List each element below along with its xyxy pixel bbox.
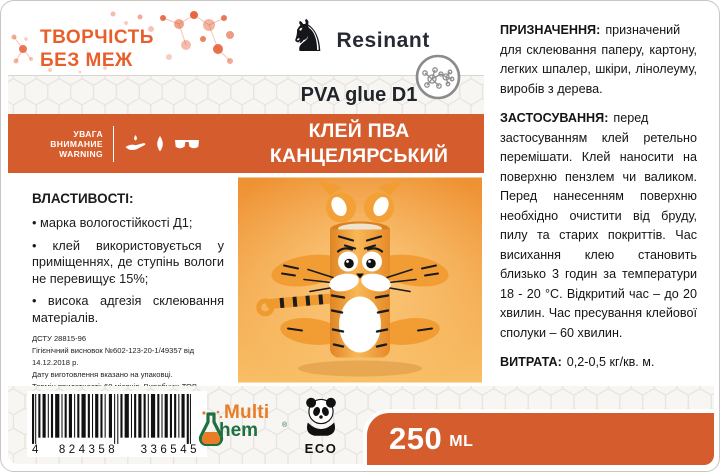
section-text: призначений для склеювання паперу, картону, легких шпалер, шкіри, лінолеуму, виробів з дерева.	[500, 23, 697, 96]
brand-tagline	[40, 26, 154, 72]
barcode-digits	[32, 444, 202, 456]
registered-mark: ®	[282, 422, 288, 429]
panda-icon	[299, 396, 343, 438]
tagline-line1: ТВОРЧІСТЬ	[40, 27, 154, 48]
product-code: PVA glue D1	[300, 83, 418, 106]
section-label: ЗАСТОСУВАННЯ:	[500, 111, 609, 125]
barcode-bars	[32, 394, 192, 446]
section-text: перед застосуванням клей ретельно перемішати. Клей наносити на поверхню пензлем чи валиком. Перед нанесенням поверхню необхідно очистити від бруду, пилу та старих покриттів. Час висихання клею становить близько 3 годин за температури 18 - 20 °С. Відкритий час – до 20 хвилин. Час пресування клейової сполуки – 60 хвилин.	[500, 111, 697, 340]
section-consumption	[500, 353, 697, 373]
product-title-line1: КЛЕЙ ПВА	[308, 119, 410, 142]
barcode	[27, 391, 207, 457]
safety-glasses-icon	[174, 137, 200, 151]
eco-badge	[294, 396, 348, 462]
multichem-logo	[198, 400, 298, 458]
barcode-group1: 824358	[58, 444, 119, 456]
tagline-line2: БЕЗ МЕЖ	[40, 50, 133, 71]
header-divider	[8, 75, 484, 76]
multichem-word-chem: hem	[219, 420, 259, 441]
property-item: • марка вологостійкості Д1;	[32, 215, 193, 230]
section-text: 0,2-0,5 кг/кв. м.	[566, 355, 655, 369]
section-label: ПРИЗНАЧЕННЯ:	[500, 23, 601, 37]
product-title-banner	[234, 114, 484, 173]
droplet-icon	[154, 135, 166, 153]
eco-label: ECO	[304, 441, 338, 456]
properties-heading: ВЛАСТИВОСТІ:	[32, 191, 134, 206]
tagline-block	[8, 8, 234, 75]
barcode-group2: 336545	[140, 444, 200, 456]
hand-contact-icon	[124, 134, 146, 154]
fine-print-line: Дату виготовлення вказано на упаковці.	[32, 369, 173, 379]
tiger-craft-photo	[238, 177, 482, 383]
multichem-word-multi: Multi	[224, 402, 270, 423]
molecule-badge-icon	[414, 53, 462, 101]
warning-separator	[113, 126, 114, 162]
properties-section	[8, 173, 234, 333]
volume-amount: 250	[389, 421, 443, 456]
volume-unit: ML	[449, 433, 474, 450]
brand-name: Resinant	[336, 28, 430, 52]
section-label: ВИТРАТА:	[500, 355, 562, 369]
barcode-prefix: 4	[32, 444, 39, 456]
horse-logo-icon: ♞	[288, 11, 328, 61]
volume-block	[363, 409, 714, 465]
instructions-column	[484, 8, 714, 388]
section-application	[500, 109, 697, 343]
warning-line-ua: УВАГА	[73, 128, 103, 139]
warning-text	[50, 129, 103, 159]
warning-line-ru: ВНИМАНИЕ	[50, 138, 103, 149]
property-item: • висока адгезія склеювання матеріалів.	[32, 293, 224, 325]
warning-bar	[8, 114, 234, 173]
fine-print-line: ДСТУ 28815-96	[32, 334, 87, 343]
product-title-line2: КАНЦЕЛЯРСЬКИЙ	[269, 144, 449, 167]
fine-print-line: Гігієнічний висновок №602-123-20-1/49357 від 14.12.2018 р.	[32, 345, 195, 367]
warning-line-en: WARNING	[59, 148, 103, 159]
property-item: • клей використовується у приміщеннях, де ступінь вологи не перевищує 15%;	[32, 237, 224, 286]
section-purpose	[500, 21, 697, 99]
